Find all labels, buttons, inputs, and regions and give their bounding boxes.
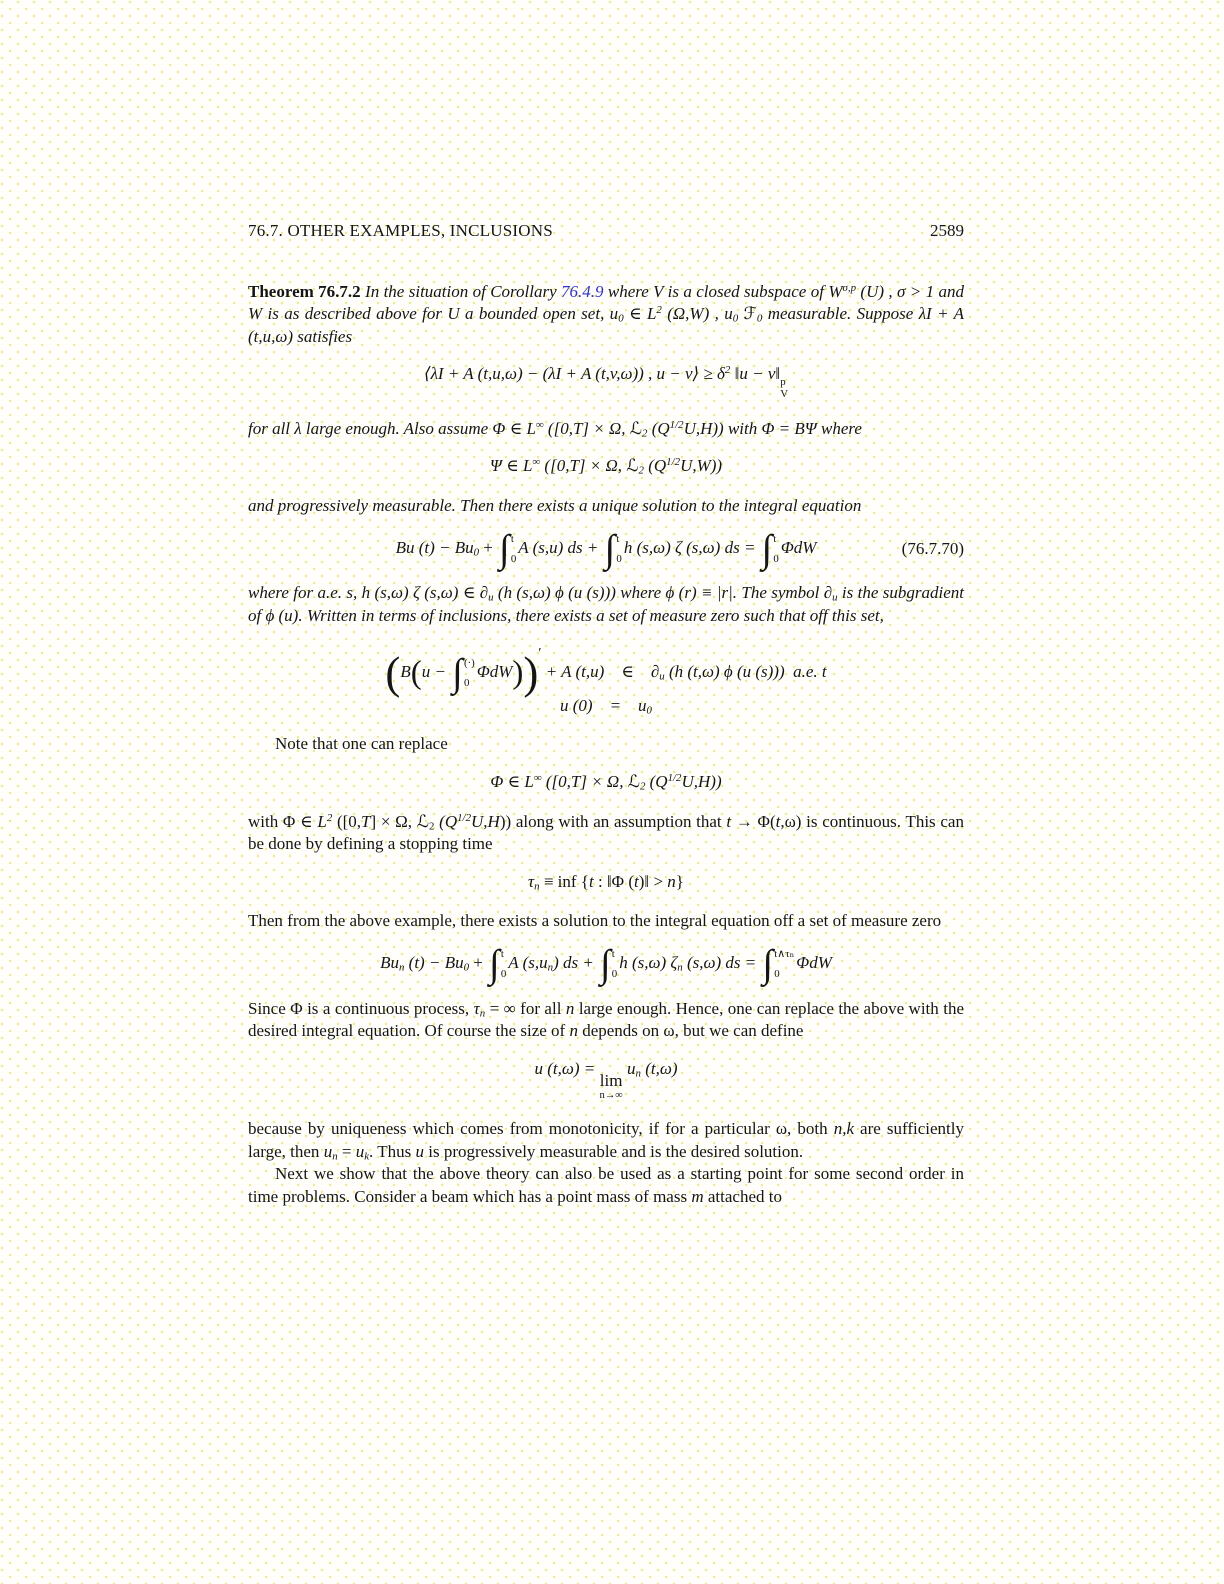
text-run — [275, 734, 448, 753]
superscript: 1/2 — [669, 418, 684, 431]
glyphs: ) — [523, 648, 539, 699]
integral-sign — [489, 942, 507, 986]
glyphs: u — [323, 1141, 333, 1161]
glyphs: ([0,T] × Ω, ℒ — [541, 772, 640, 791]
glyphs: h (s,ω) ζ — [619, 953, 678, 973]
eq-monotonicity — [248, 363, 964, 400]
text-run — [371, 812, 435, 831]
glyphs: with Φ ∈ — [248, 811, 318, 831]
glyphs: Φ ∈ L — [490, 772, 534, 791]
glyphs: Since Φ is a continuous process, — [248, 998, 474, 1018]
text-run — [400, 662, 410, 681]
superscript: ∞ — [532, 456, 541, 469]
glyphs: because by uniqueness which comes from monotonicity, if for a particular ω, both — [248, 1118, 834, 1138]
glyphs: is the subgradient of ϕ (u). Written in terms of inclusions, there exists a set of measure zero such that off this set, — [248, 583, 964, 625]
glyphs: ∫ — [762, 942, 774, 986]
section-heading: 76.7. OTHER EXAMPLES, INCLUSIONS — [248, 221, 553, 240]
glyphs: ΦdW — [476, 662, 513, 682]
glyphs: U,H — [471, 811, 500, 831]
text-run — [528, 872, 540, 891]
superscript: σ,p — [842, 281, 857, 294]
text-run — [385, 649, 400, 699]
text-run — [248, 583, 494, 602]
theorem-label — [248, 282, 361, 301]
subscript: 0 — [510, 552, 517, 565]
superscript: ∞ — [533, 772, 542, 785]
equation-body — [490, 455, 722, 478]
sup-sub-stack — [616, 533, 621, 566]
text-run — [796, 953, 832, 972]
equation-number: (76.7.70) — [901, 538, 964, 558]
subscript: 0 — [616, 552, 622, 565]
subscript: 2 — [429, 820, 435, 833]
glyphs: ( — [385, 648, 401, 699]
integral-sign — [604, 526, 622, 570]
corollary-link[interactable] — [561, 282, 604, 301]
subscript: n — [677, 961, 683, 974]
glyphs: ΦdW — [780, 537, 817, 557]
glyphs: In the situation of Corollary — [360, 281, 562, 301]
integral-sign — [761, 526, 779, 570]
glyphs: ′ — [538, 646, 542, 662]
glyphs: measurable. Suppose λI + A (t,u,ω) satisfies — [248, 304, 965, 346]
text-run — [569, 1021, 578, 1040]
glyphs: ‖u − v‖ — [730, 364, 781, 384]
text-run — [704, 1187, 782, 1206]
glyphs: n — [565, 998, 575, 1018]
equation-body — [534, 1058, 677, 1101]
superscript: t∧τₙ — [774, 947, 795, 960]
glyphs: t — [726, 811, 732, 831]
equation-body — [424, 363, 788, 400]
glyphs: u — [355, 1141, 365, 1161]
glyphs: ,ω) is continuous. This can be done by defining a stopping time — [248, 811, 964, 854]
superscript: t — [773, 532, 777, 545]
glyphs: (s,ω) ds = — [682, 953, 761, 973]
text-run — [604, 282, 829, 301]
glyphs: where V is a closed subspace of — [603, 281, 829, 301]
glyphs: (h (t,ω) ϕ (u (s))) a.e. t — [664, 662, 827, 682]
glyphs: ([0,T] × Ω, ℒ — [543, 418, 643, 438]
sup-sub-stack — [774, 948, 794, 981]
superscript: t — [616, 532, 620, 545]
glyphs: ([0,T] × Ω, ℒ — [540, 456, 639, 476]
sup-sub-stack — [501, 948, 506, 981]
glyphs: large enough. Hence, one can replace the above with the desired integral equation. Of course the size of — [248, 998, 964, 1041]
text-run — [380, 953, 404, 972]
text-run — [404, 953, 469, 972]
text-run — [248, 496, 861, 515]
text-run — [781, 538, 817, 557]
text-run — [494, 583, 838, 602]
superscript: 2 — [326, 811, 333, 824]
glyphs: u (t,ω) = — [534, 1058, 600, 1078]
text-run — [338, 1142, 356, 1161]
glyphs: are sufficiently large, then — [248, 1118, 964, 1161]
glyphs: U,H)) with Φ = BΨ where — [683, 418, 862, 438]
text-run — [356, 1142, 369, 1161]
text-run — [594, 872, 634, 891]
subscript: 0 — [463, 961, 470, 974]
glyphs: Bu (t) − Bu — [395, 537, 474, 557]
glyphs: u − — [421, 662, 451, 682]
glyphs: n — [667, 871, 676, 891]
text-run — [619, 953, 683, 972]
subscript: 0 — [774, 968, 780, 981]
glyphs: ∫ — [761, 526, 773, 570]
document-body — [248, 281, 964, 1209]
glyphs: n,k — [833, 1118, 854, 1138]
text-run — [490, 772, 541, 791]
text-run — [424, 364, 730, 383]
text-run — [534, 1059, 599, 1078]
glyphs: ( — [410, 655, 422, 692]
glyphs: } — [675, 871, 684, 891]
text-run — [624, 538, 760, 557]
sup-sub-stack — [773, 533, 778, 566]
glyphs: → Φ( — [731, 811, 776, 831]
text-run — [641, 1059, 678, 1078]
text-run — [248, 911, 941, 930]
glyphs: A (s,u — [508, 953, 548, 973]
glyphs: Bu — [380, 953, 399, 973]
eq-stopping-time — [248, 871, 964, 894]
glyphs: m — [691, 1186, 704, 1206]
text-run — [560, 696, 652, 715]
integral-sign — [452, 651, 475, 695]
text-run — [332, 812, 361, 831]
glyphs: where for a.e. s, h (s,ω) ζ (s,ω) ∈ ∂ — [248, 583, 489, 603]
text-run — [538, 646, 541, 661]
subscript: k — [364, 1150, 370, 1163]
glyphs: ) ds + — [553, 953, 599, 973]
text-run — [424, 1142, 803, 1161]
eq-inclusion — [248, 643, 964, 717]
subscript: 2 — [639, 780, 646, 793]
glyphs: ∫ — [499, 526, 510, 570]
theorem-76-7-2 — [248, 281, 964, 349]
eq-truncated-integral — [248, 942, 964, 986]
glyphs: Next we show that the above theory can also be used as a starting point for some second order in time problems. Consider a beam which has a point mass of mass — [248, 1164, 964, 1206]
text-run — [744, 304, 763, 323]
glyphs: ] × Ω, ℒ — [370, 811, 430, 831]
subscript: 0 — [500, 968, 507, 981]
text-run — [324, 1142, 338, 1161]
subscript: 2 — [638, 465, 644, 478]
glyphs: u — [415, 1141, 424, 1161]
subscript: n — [479, 1007, 486, 1020]
glyphs: (h (s,ω) ϕ (u (s))) where ϕ (r) ≡ |r|. The symbol ∂ — [493, 583, 833, 603]
glyphs: t — [588, 871, 594, 891]
text-run — [490, 456, 540, 475]
para-for-all-lambda — [248, 418, 964, 441]
glyphs: ([0, — [332, 811, 362, 831]
text-run — [248, 1164, 964, 1206]
glyphs: attached to — [703, 1186, 782, 1206]
subscript: 0 — [773, 552, 779, 565]
glyphs: Theorem 76.7.2 — [248, 281, 361, 301]
superscript: p — [780, 375, 786, 388]
text-run — [317, 812, 332, 831]
subscript: n — [332, 1150, 338, 1163]
equation-body — [380, 942, 832, 986]
text-run — [469, 953, 487, 972]
equation-body — [490, 771, 721, 794]
text-run — [665, 662, 827, 681]
glyphs: (Q — [434, 811, 458, 831]
glyphs: for all λ large enough. Also assume Φ ∈ L — [248, 418, 536, 438]
text-run — [680, 456, 722, 475]
eq-phi-space — [248, 771, 964, 794]
glyphs: lim — [599, 1071, 623, 1091]
glyphs: + — [469, 953, 488, 973]
glyphs: 76.4.9 — [561, 281, 604, 301]
eq-limit-definition — [248, 1058, 964, 1101]
glyphs: ∫ — [489, 942, 500, 986]
text-run — [542, 772, 646, 791]
glyphs: t — [775, 811, 781, 831]
superscript: 2 — [724, 364, 731, 377]
text-run — [479, 538, 497, 557]
glyphs: = — [337, 1141, 356, 1161]
text-run — [541, 662, 665, 684]
text-run — [485, 999, 566, 1018]
subscript: u — [832, 591, 838, 604]
text-run — [553, 953, 598, 972]
subscript: u — [488, 591, 494, 604]
glyphs: τ — [528, 871, 535, 891]
text-run — [422, 662, 450, 681]
glyphs: Then from the above example, there exists a solution to the integral equation off a set of measure zero — [248, 911, 942, 931]
superscript: t — [510, 532, 514, 545]
glyphs: B — [400, 662, 411, 682]
glyphs: t — [634, 871, 639, 891]
superscript: ∞ — [535, 418, 544, 431]
text-run — [682, 772, 722, 791]
subscript: 0 — [618, 312, 624, 325]
text-run — [684, 419, 862, 438]
text-run — [248, 419, 544, 438]
para-uniqueness — [248, 1118, 964, 1163]
glyphs: (Q — [643, 456, 667, 476]
glyphs: is progressively measurable and is the desired solution. — [424, 1141, 804, 1161]
para-with-phi-l2 — [248, 811, 964, 856]
text-run — [248, 1119, 834, 1138]
text-run — [662, 304, 738, 323]
glyphs: ∫ — [600, 942, 611, 986]
glyphs: T — [361, 811, 371, 831]
text-run — [599, 1072, 622, 1101]
para-note-replace — [248, 733, 964, 756]
glyphs: . Thus — [369, 1141, 416, 1161]
text-run — [411, 656, 422, 692]
glyphs: U,W)) — [680, 456, 723, 476]
text-run — [731, 812, 776, 831]
subscript: n — [547, 961, 554, 974]
subscript: n — [398, 961, 405, 974]
text-run — [647, 419, 683, 438]
text-run — [645, 772, 681, 791]
glyphs: ∫ — [604, 526, 616, 570]
text-run — [477, 662, 513, 681]
glyphs: ) — [512, 655, 524, 692]
glyphs: and progressively measurable. Then there exists a unique solution to the integral equation — [248, 496, 862, 515]
glyphs: n — [569, 1021, 578, 1041]
glyphs: U,H)) — [681, 772, 722, 791]
page-header — [248, 220, 964, 243]
text-run — [683, 953, 761, 972]
subscript: 0 — [473, 546, 480, 559]
glyphs: (t,ω) — [640, 1058, 678, 1078]
subscript: u — [659, 671, 665, 684]
text-run — [639, 872, 668, 891]
text-run — [508, 953, 553, 972]
sup-sub-stack — [780, 376, 788, 401]
text-run — [676, 872, 684, 891]
text-run — [361, 812, 370, 831]
subscript: 0 — [756, 312, 763, 325]
subscript: n — [534, 880, 540, 893]
glyphs: ℱ — [743, 304, 757, 324]
glyphs: : ‖Φ ( — [593, 871, 635, 891]
text-run — [540, 872, 589, 891]
superscript: 1/2 — [457, 811, 472, 824]
text-run — [624, 304, 662, 323]
glyphs: )‖ > — [638, 871, 668, 891]
text-run — [471, 812, 500, 831]
glyphs: (t) − Bu — [404, 953, 464, 973]
sup-sub-stack — [511, 533, 516, 566]
text-run — [828, 282, 856, 301]
glyphs: (Q — [645, 772, 668, 791]
text-run — [730, 364, 789, 401]
subscript: 0 — [646, 704, 652, 717]
glyphs: L — [317, 811, 327, 831]
equation-body — [395, 526, 817, 570]
superscript: t — [611, 947, 615, 960]
text-run — [518, 538, 602, 557]
glyphs: ⟨λI + A (t,u,ω) − (λI + A (t,v,ω)) , u − v⟩ ≥ δ — [423, 364, 725, 384]
glyphs: h (s,ω) ζ (s,ω) ds = — [623, 537, 760, 557]
superscript: 1/2 — [666, 456, 681, 469]
para-then-from-example — [248, 910, 964, 933]
text-run — [369, 1142, 415, 1161]
glyphs: A (s,u) ds + — [518, 537, 603, 557]
limit-subscript: n→∞ — [599, 1089, 623, 1101]
para-since-phi-continuous — [248, 998, 964, 1043]
glyphs: + A (t,u) ∈ ∂ — [541, 662, 660, 682]
para-subgradient — [248, 582, 964, 627]
equation-line — [248, 643, 964, 699]
glyphs: u — [622, 1058, 636, 1078]
equation-line — [248, 695, 964, 718]
text-run — [834, 1119, 854, 1138]
text-run — [248, 812, 317, 831]
para-progressively-measurable — [248, 495, 964, 518]
glyphs: (Q — [647, 418, 670, 438]
text-run — [512, 656, 523, 692]
eq-76-7-70 — [248, 526, 964, 570]
superscript: 2 — [656, 304, 662, 317]
subscript: 2 — [642, 427, 648, 440]
subscript: V — [780, 388, 789, 401]
glyphs: W — [828, 281, 843, 301]
glyphs: ∫ — [452, 651, 463, 695]
text-run — [500, 812, 727, 831]
integral-sign — [600, 942, 618, 986]
superscript: t — [500, 947, 504, 960]
text-run — [361, 282, 561, 301]
text-run — [523, 649, 538, 699]
glyphs: Note that one can replace — [275, 734, 448, 754]
glyphs: (Ω,W) , u — [661, 304, 733, 324]
equation-body — [528, 871, 684, 894]
text-run — [623, 1059, 641, 1078]
superscript: (·) — [463, 657, 475, 670]
text-run — [691, 1187, 703, 1206]
text-run — [544, 419, 648, 438]
glyphs: = ∞ for all — [485, 998, 566, 1018]
text-run — [396, 538, 479, 557]
subscript: 0 — [463, 677, 470, 690]
text-run — [667, 872, 676, 891]
text-run — [578, 1021, 804, 1040]
page-content — [248, 220, 964, 1208]
subscript: 0 — [611, 968, 618, 981]
para-next-beam — [248, 1163, 964, 1208]
text-run — [540, 456, 644, 478]
eq-psi-space — [248, 455, 964, 478]
text-run — [248, 999, 474, 1018]
glyphs: ≡ inf { — [539, 871, 589, 891]
page-number: 2589 — [930, 221, 964, 240]
text-run — [644, 456, 680, 475]
subscript: 0 — [732, 312, 739, 325]
text-run — [474, 999, 486, 1018]
text-run — [416, 1142, 425, 1161]
glyphs: u (0) = u — [560, 695, 647, 715]
glyphs: τ — [473, 998, 480, 1018]
sup-sub-stack — [612, 948, 617, 981]
subscript: n — [635, 1067, 641, 1080]
glyphs: ΦdW — [796, 953, 832, 973]
sup-sub-stack — [464, 657, 475, 690]
glyphs: + — [479, 537, 498, 557]
integral-sign — [762, 942, 795, 986]
text-run — [434, 812, 471, 831]
glyphs: ∈ L — [623, 304, 657, 324]
glyphs: )) along with an assumption that — [499, 811, 727, 831]
superscript: 1/2 — [667, 772, 682, 785]
glyphs: depends on ω, but we can define — [577, 1021, 804, 1041]
integral-sign — [499, 526, 517, 570]
glyphs: (U) , σ > 1 and W is as described above for U a bounded open set, u — [248, 281, 964, 324]
glyphs: Ψ ∈ L — [489, 456, 533, 476]
